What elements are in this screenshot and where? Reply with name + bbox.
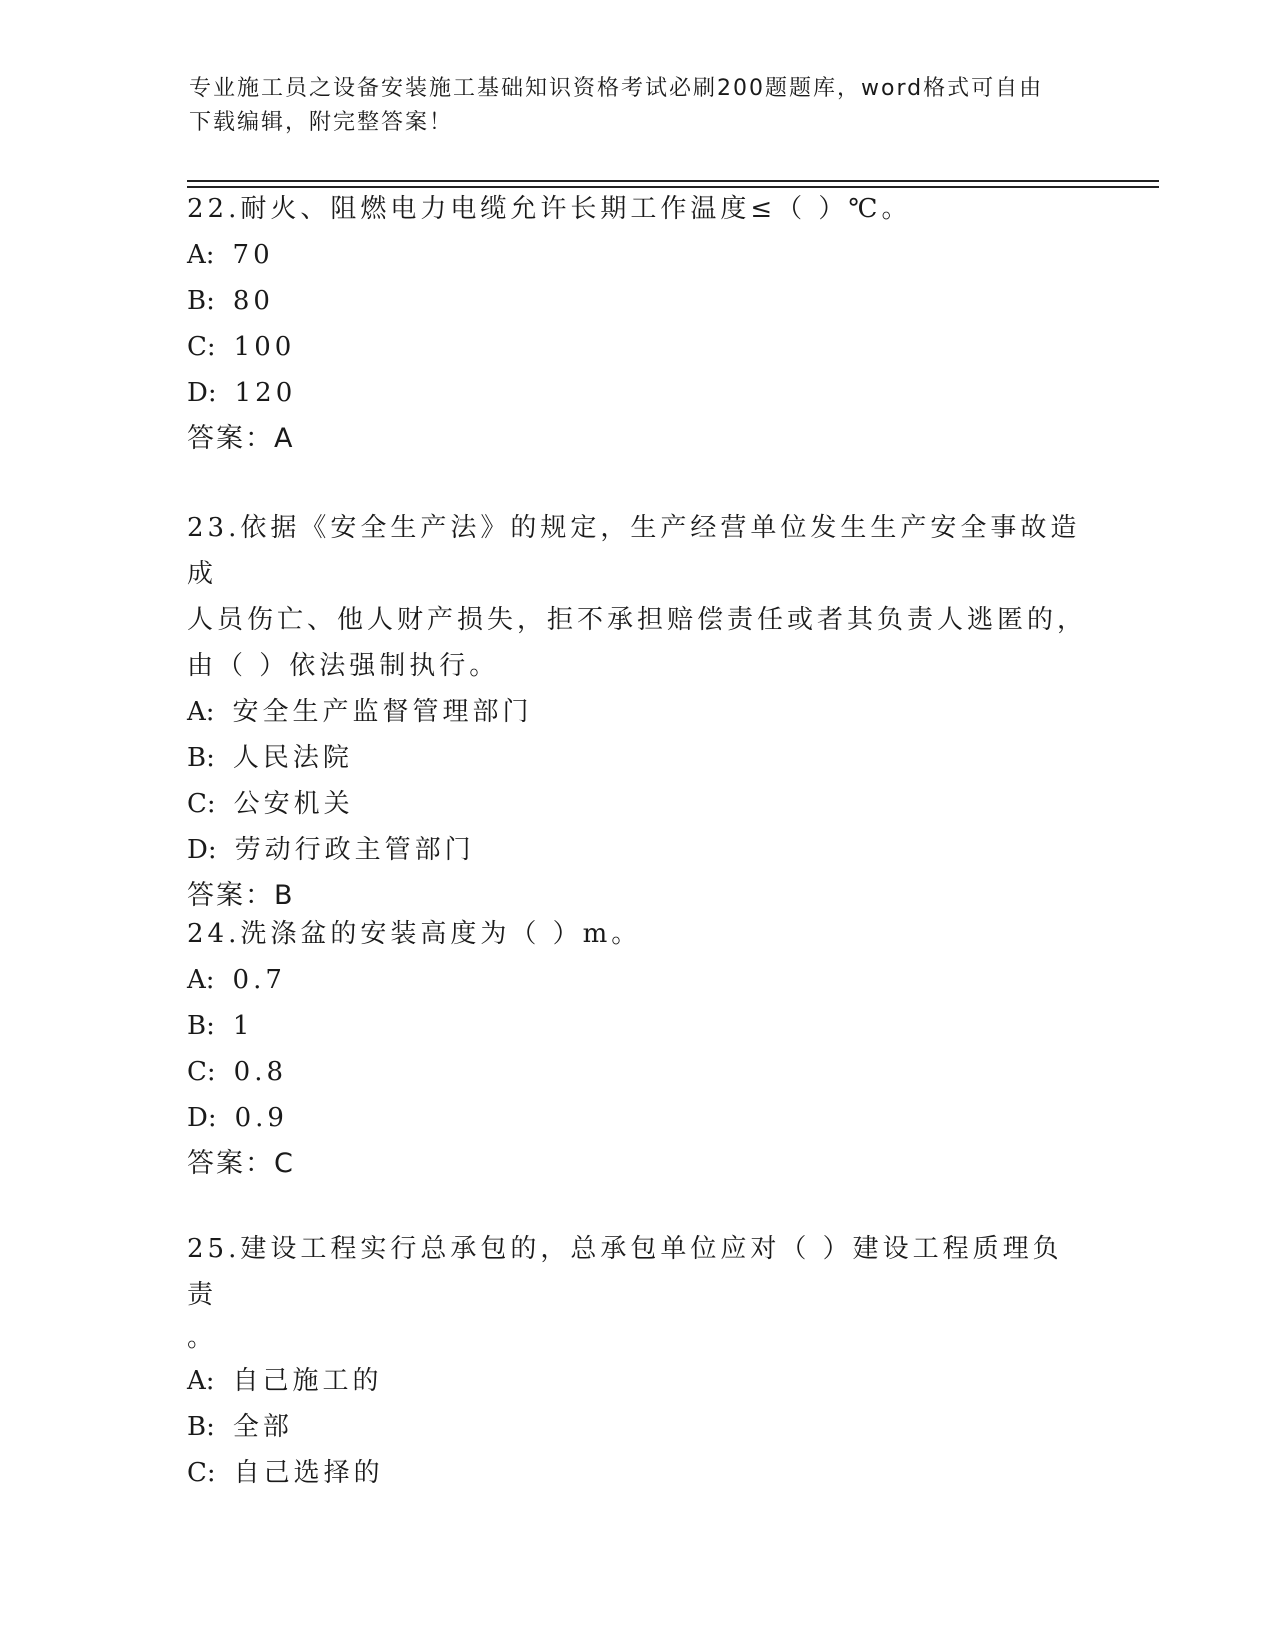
option-d (187, 1095, 1087, 1141)
option-value: 0.8 (233, 1057, 288, 1087)
question-text-line-2: 。 (187, 1323, 218, 1353)
option-key: C: (187, 1057, 216, 1087)
option-value: 80 (232, 286, 274, 316)
answer-line: 答案：B (187, 880, 295, 911)
question-text: 24.洗涤盆的安装高度为（ ）m。 (187, 919, 642, 949)
option-value: 70 (232, 240, 274, 270)
option-key: A: (187, 697, 215, 727)
question-22 (187, 186, 1087, 462)
option-key: D: (187, 378, 217, 408)
option-c (187, 1049, 1087, 1095)
option-c (187, 781, 1087, 827)
answer-line: 答案：A (187, 423, 295, 454)
option-value: 自己施工的 (232, 1366, 383, 1396)
option-key: B: (187, 1011, 215, 1041)
option-a (187, 232, 1087, 278)
option-d (187, 370, 1087, 416)
option-value: 0.7 (232, 965, 286, 995)
option-b (187, 1404, 1087, 1450)
option-key: D: (187, 1103, 217, 1133)
option-value: 0.9 (234, 1103, 288, 1133)
option-value: 120 (234, 378, 297, 408)
option-key: A: (187, 965, 215, 995)
question-text-line-3: 由（ ）依法强制执行。 (187, 651, 500, 681)
option-value: 100 (233, 332, 296, 362)
question-text-line-2: 人员伤亡、他人财产损失，拒不承担赔偿责任或者其负责人逃匿的， (187, 605, 1088, 635)
question-text: 22.耐火、阻燃电力电缆允许长期工作温度≤（ ）℃。 (187, 194, 912, 224)
option-d (187, 827, 1087, 873)
option-key: C: (187, 789, 216, 819)
option-value: 人民法院 (232, 743, 353, 773)
document-header (189, 72, 1089, 140)
option-key: B: (187, 286, 215, 316)
question-25 (187, 1226, 1087, 1496)
option-a (187, 1358, 1087, 1404)
option-b (187, 278, 1087, 324)
question-23 (187, 505, 1087, 919)
option-key: B: (187, 1412, 215, 1442)
option-value: 1 (232, 1011, 254, 1041)
option-key: C: (187, 332, 216, 362)
header-line-2: 下载编辑，附完整答案！ (189, 110, 454, 135)
option-c (187, 1450, 1087, 1496)
question-24 (187, 911, 1087, 1187)
option-key: C: (187, 1458, 216, 1488)
option-a (187, 957, 1087, 1003)
answer-line: 答案：C (187, 1148, 295, 1179)
option-value: 安全生产监督管理部门 (232, 697, 533, 727)
option-b (187, 735, 1087, 781)
question-text-line-1: 23.依据《安全生产法》的规定，生产经营单位发生生产安全事故造成 (187, 513, 1081, 589)
option-key: B: (187, 743, 215, 773)
question-text-line-1: 25.建设工程实行总承包的，总承包单位应对（ ）建设工程质理负责 (187, 1234, 1063, 1310)
option-value: 自己选择的 (233, 1458, 384, 1488)
option-c (187, 324, 1087, 370)
option-value: 劳动行政主管部门 (234, 835, 475, 865)
option-a (187, 689, 1087, 735)
option-key: A: (187, 240, 215, 270)
option-value: 公安机关 (233, 789, 354, 819)
option-key: A: (187, 1366, 215, 1396)
option-key: D: (187, 835, 217, 865)
option-value: 全部 (232, 1412, 293, 1442)
option-b (187, 1003, 1087, 1049)
header-divider-top (187, 180, 1159, 182)
header-line-1: 专业施工员之设备安装施工基础知识资格考试必刷200题题库，word格式可自由 (189, 76, 1044, 101)
